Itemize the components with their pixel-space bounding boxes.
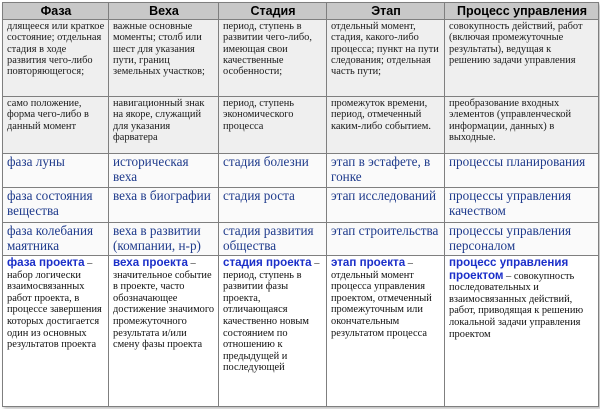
table-row-project-definitions bbox=[3, 256, 599, 407]
term-label: этап проекта bbox=[331, 256, 406, 269]
table-cell: важные основные моменты; столб или шест для указания пути, границ земельных участков; bbox=[109, 20, 219, 97]
table-cell: период, ступень экономического процесса bbox=[219, 97, 327, 154]
table-cell: историческая веха bbox=[109, 154, 219, 188]
table-row-example-2 bbox=[3, 188, 599, 223]
term-definition: – набор логически взаимосвязанных работ проекта, в процессе завершения которых достигается один из основных результатов проекта bbox=[7, 258, 102, 351]
table-cell: навигационный знак на якоре, служащий для указания фарватера bbox=[109, 97, 219, 154]
table-cell: отдельный момент, стадия, какого-либо процесса; пункт на пути следования; отдельная часть пути; bbox=[327, 20, 445, 97]
header-row bbox=[3, 3, 599, 20]
term-definition: – совокупность последовательных и взаимосвязанных действий, работ, приводящая к решению локальной задачи управления проектом bbox=[449, 270, 584, 340]
table-cell: процессы управления персоналом bbox=[445, 223, 599, 256]
table-row-definition-2 bbox=[3, 97, 599, 154]
term-label: стадия проекта bbox=[223, 256, 312, 269]
table-cell: этап в эстафете, в гонке bbox=[327, 154, 445, 188]
term-definition: – период, ступень в развитии фазы проекта, отличающаяся качественно новым состоянием по отношению к предыдущей и последующей bbox=[223, 258, 320, 374]
table-cell: фаза луны bbox=[3, 154, 109, 188]
table-cell: процессы управления качеством bbox=[445, 188, 599, 223]
table-cell: этап строительства bbox=[327, 223, 445, 256]
term-label: фаза проекта bbox=[7, 256, 85, 269]
term-definition: – значительное событие в проекте, часто обозначающее достижение значимого промежуточного результата и/или смену фазы проекта bbox=[113, 258, 215, 351]
table-cell: само положение, форма чего-либо в данный момент bbox=[3, 97, 109, 154]
table-cell: преобразование входных элементов (управленческой информации, данных) в выходные. bbox=[445, 97, 599, 154]
table-cell: веха в биографии bbox=[109, 188, 219, 223]
table-row-example-1 bbox=[3, 154, 599, 188]
table-cell bbox=[219, 256, 327, 407]
header-step: Этап bbox=[327, 3, 445, 20]
table-cell: веха в развитии (компании, н-р) bbox=[109, 223, 219, 256]
table-row-example-3 bbox=[3, 223, 599, 256]
table-cell: стадия роста bbox=[219, 188, 327, 223]
term-label: веха проекта bbox=[113, 256, 188, 269]
table-cell: фаза состояния вещества bbox=[3, 188, 109, 223]
table-cell: длящееся или краткое состояние; отдельная стадия в ходе развития чего-либо повторяющегося; bbox=[3, 20, 109, 97]
table-cell bbox=[445, 256, 599, 407]
table-cell bbox=[109, 256, 219, 407]
header-management-process: Процесс управления bbox=[445, 3, 599, 20]
table-cell: совокупность действий, работ (включая промежуточные результаты), ведущая к решению задачи управления bbox=[445, 20, 599, 97]
table-cell: период, ступень в развитии чего-либо, имеющая свои качественные особенности; bbox=[219, 20, 327, 97]
table-cell: этап исследований bbox=[327, 188, 445, 223]
header-stage: Стадия bbox=[219, 3, 327, 20]
table-cell bbox=[3, 256, 109, 407]
table-cell: процессы планирования bbox=[445, 154, 599, 188]
table-cell: стадия болезни bbox=[219, 154, 327, 188]
term-definition: – отдельный момент процесса управления проектом, отмеченный промежуточным или окончательным результатом процесса bbox=[331, 258, 432, 339]
table-cell: стадия развития общества bbox=[219, 223, 327, 256]
table-row-definition-1 bbox=[3, 20, 599, 97]
term-label: процесс управления проектом bbox=[449, 256, 569, 282]
table-cell: промежуток времени, период, отмеченный каким-либо событием. bbox=[327, 97, 445, 154]
table-cell bbox=[327, 256, 445, 407]
comparison-table bbox=[2, 2, 599, 407]
header-milestone: Веха bbox=[109, 3, 219, 20]
table-cell: фаза колебания маятника bbox=[3, 223, 109, 256]
header-phase: Фаза bbox=[3, 3, 109, 20]
